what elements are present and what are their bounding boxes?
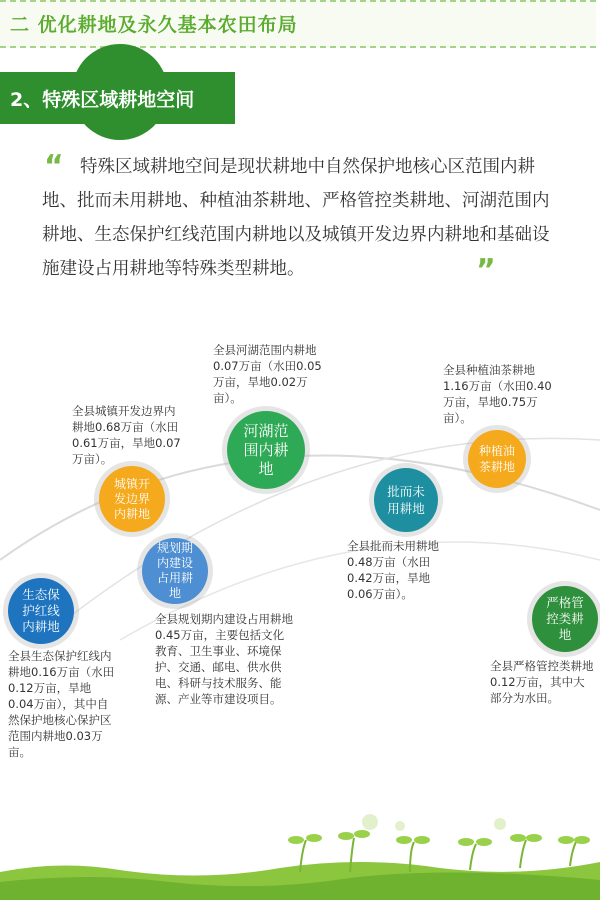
bubble-ecology: 生态保 护红线 内耕地 [8, 578, 74, 644]
subsection-title: 2、特殊区域耕地空间 [10, 89, 195, 111]
bubble-strict: 严格管 控类耕 地 [532, 586, 598, 652]
intro-paragraph: 特殊区域耕地空间是现状耕地中自然保护地核心区范围内耕地、批而未用耕地、种植油茶耕地、严格管控类耕地、河湖范围内耕地、生态保护红线范围内耕地以及城镇开发边界内耕地和基础设施建设占用耕地等特殊类型耕地。 [42, 157, 550, 279]
bubble-planning: 规划期 内建设 占用耕 地 [142, 538, 208, 604]
bubble-camellia: 种植油 茶耕地 [468, 430, 526, 488]
note-camellia: 全县种植油茶耕地1.16万亩（水田0.40万亩，旱地0.75万亩）。 [443, 363, 552, 425]
note-strict: 全县严格管控类耕地0.12万亩，其中大部分为水田。 [490, 659, 594, 705]
note-urban: 全县城镇开发边界内耕地0.68万亩（水田0.61万亩，旱地0.07万亩）。 [72, 404, 181, 466]
note-river: 全县河湖范围内耕地0.07万亩（水田0.05万亩，旱地0.02万亩）。 [213, 343, 322, 405]
bubble-urban: 城镇开 发边界 内耕地 [99, 466, 165, 532]
bubble-unused: 批而未 用耕地 [374, 468, 438, 532]
note-planning: 全县规划期内建设占用耕地0.45万亩，主要包括文化教育、卫生事业、环境保护、交通、邮电、供水供电、科研与技术服务、能源、产业等市建设项目。 [155, 612, 293, 706]
close-quote-icon: ” [476, 253, 496, 288]
note-ecology: 全县生态保护红线内耕地0.16万亩（水田0.12万亩，旱地0.04万亩），其中自然保护地核心保护区范围内耕地0.03万亩。 [8, 649, 115, 759]
bubble-river: 河湖范 围内耕 地 [227, 411, 305, 489]
grass-decoration [0, 810, 600, 900]
note-unused: 全县批而未用耕地0.48万亩（水田0.42万亩，旱地0.06万亩）。 [347, 539, 439, 601]
open-quote-icon: “ [44, 149, 64, 184]
section-title: 二 优化耕地及永久基本农田布局 [10, 14, 298, 36]
